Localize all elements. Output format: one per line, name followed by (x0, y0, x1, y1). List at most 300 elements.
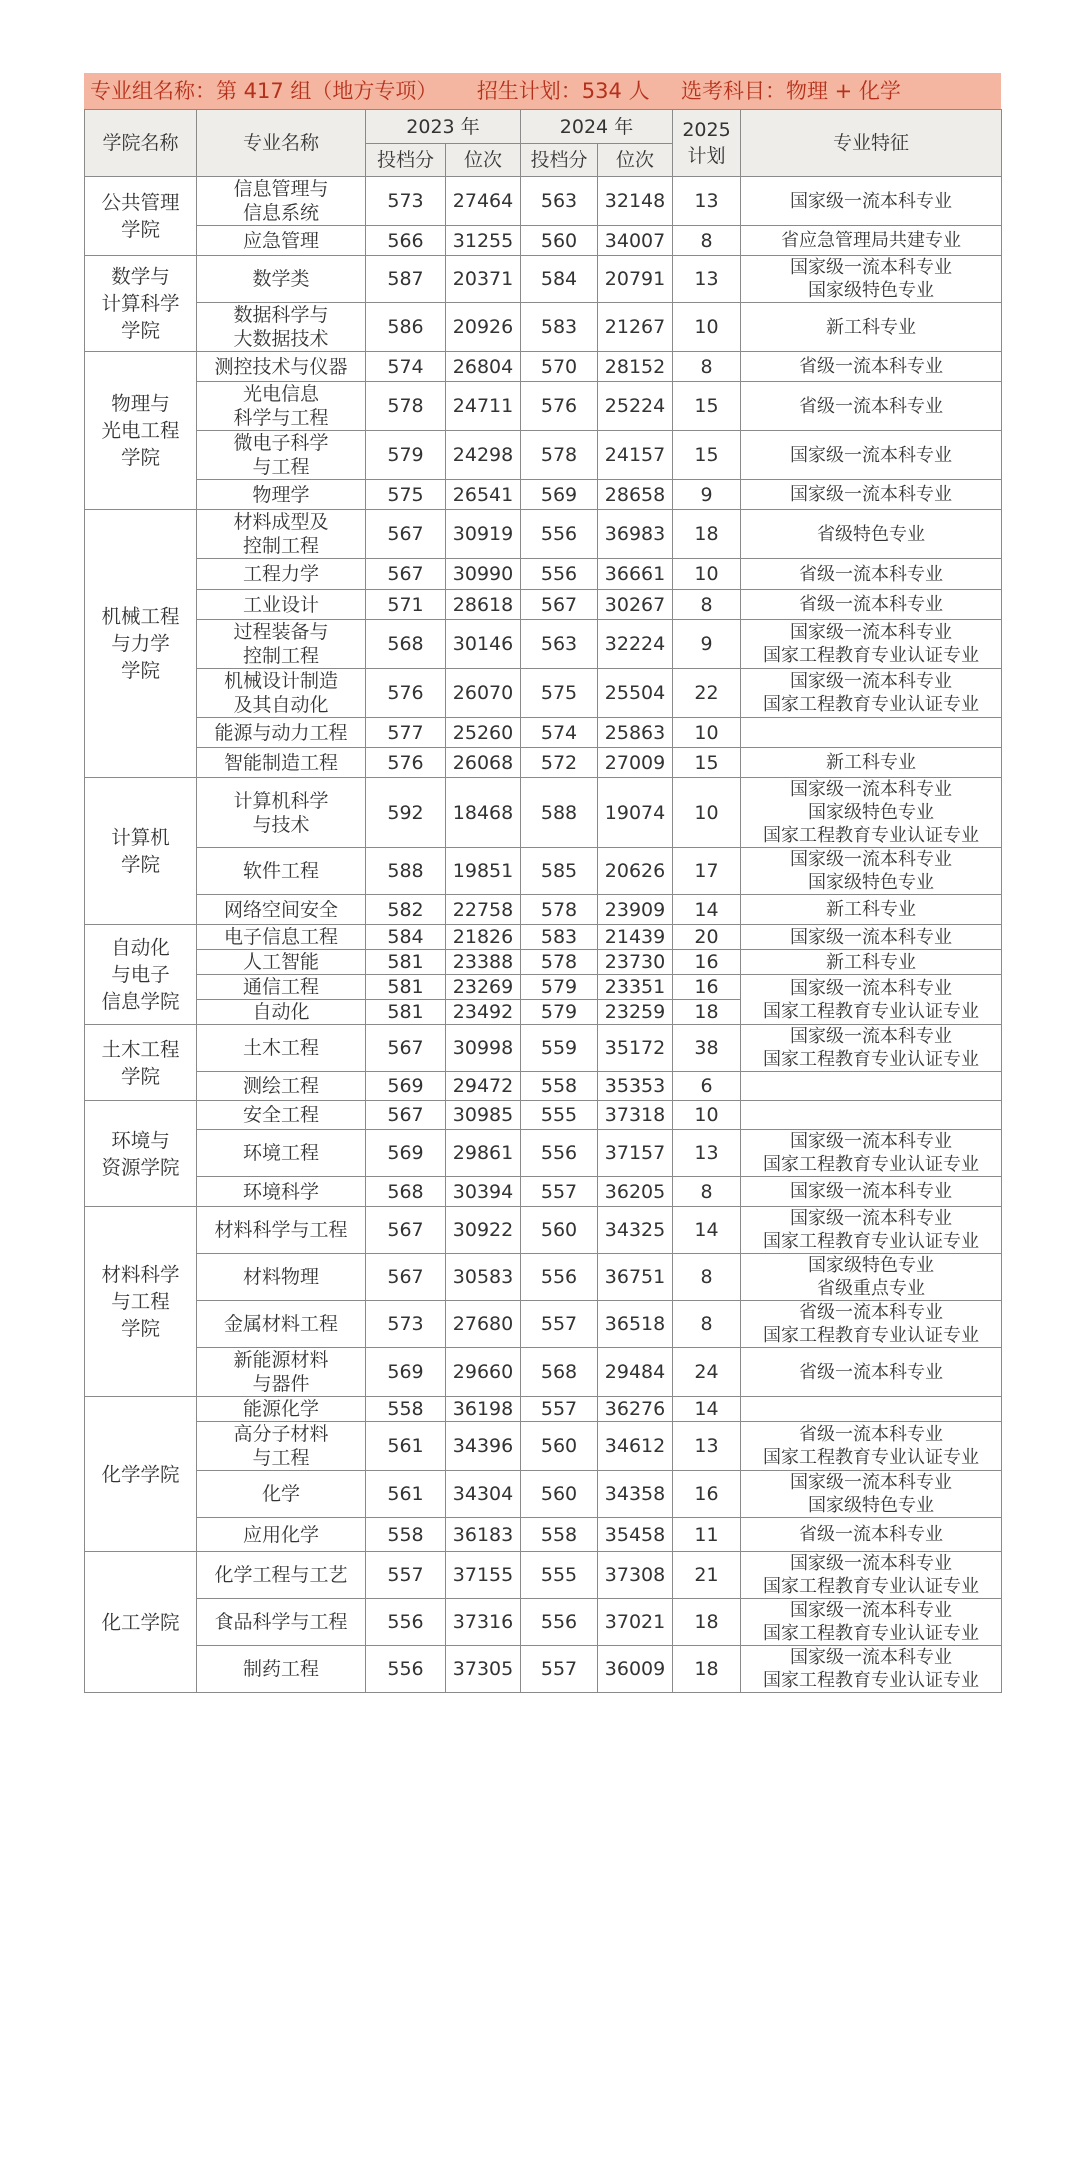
group-banner (84, 73, 1001, 109)
rank-2023-cell: 23388 (446, 950, 521, 975)
plan-2025-cell: 17 (673, 848, 741, 895)
major-name-cell: 化学工程与工艺 (197, 1552, 366, 1599)
features-cell: 国家级一流本科专业 (741, 431, 1002, 480)
major-name-cell: 工业设计 (197, 590, 366, 620)
majors-table (84, 109, 1002, 1693)
college-name-cell: 物理与 光电工程 学院 (85, 352, 197, 510)
college-name-cell: 化工学院 (85, 1552, 197, 1693)
score-2024-cell: 579 (521, 1000, 598, 1025)
college-name-cell: 环境与 资源学院 (85, 1101, 197, 1207)
plan-2025-cell: 18 (673, 1646, 741, 1693)
major-name-cell: 应用化学 (197, 1518, 366, 1552)
features-cell: 新工科专业 (741, 950, 1002, 975)
score-2024-cell: 560 (521, 1207, 598, 1254)
score-2024-cell: 563 (521, 177, 598, 226)
table-row (85, 1397, 1002, 1422)
score-2023-cell: 586 (366, 303, 446, 352)
header-features: 专业特征 (741, 110, 1002, 177)
plan-2025-cell: 10 (673, 303, 741, 352)
major-name-cell: 高分子材料 与工程 (197, 1422, 366, 1471)
rank-2023-cell: 30919 (446, 510, 521, 559)
rank-2024-cell: 23909 (598, 895, 673, 925)
features-cell: 国家级一流本科专业 国家工程教育专业认证专业 (741, 1599, 1002, 1646)
plan-2025-cell: 8 (673, 352, 741, 382)
rank-2024-cell: 36518 (598, 1301, 673, 1348)
major-name-cell: 微电子科学 与工程 (197, 431, 366, 480)
rank-2024-cell: 36751 (598, 1254, 673, 1301)
table-row (85, 748, 1002, 778)
plan-2025-cell: 18 (673, 1000, 741, 1025)
rank-2024-cell: 20791 (598, 256, 673, 303)
major-name-cell: 食品科学与工程 (197, 1599, 366, 1646)
rank-2024-cell: 34612 (598, 1422, 673, 1471)
rank-2023-cell: 30394 (446, 1177, 521, 1207)
rank-2024-cell: 32224 (598, 620, 673, 669)
rank-2024-cell: 25863 (598, 718, 673, 748)
score-2023-cell: 567 (366, 1207, 446, 1254)
table-row (85, 256, 1002, 303)
table-row (85, 950, 1002, 975)
rank-2023-cell: 26541 (446, 480, 521, 510)
score-2024-cell: 578 (521, 895, 598, 925)
college-name-cell: 数学与 计算科学 学院 (85, 256, 197, 352)
score-2024-cell: 575 (521, 669, 598, 718)
features-cell: 国家级一流本科专业 国家级特色专业 国家工程教育专业认证专业 (741, 778, 1002, 848)
plan-2025-cell: 10 (673, 1101, 741, 1130)
header-score-2023: 投档分 (366, 144, 446, 177)
score-2023-cell: 581 (366, 975, 446, 1000)
major-name-cell: 土木工程 (197, 1025, 366, 1072)
rank-2023-cell: 30146 (446, 620, 521, 669)
major-name-cell: 自动化 (197, 1000, 366, 1025)
rank-2023-cell: 29660 (446, 1348, 521, 1397)
features-cell: 新工科专业 (741, 895, 1002, 925)
score-2023-cell: 568 (366, 1177, 446, 1207)
college-name-cell: 土木工程 学院 (85, 1025, 197, 1101)
rank-2024-cell: 34358 (598, 1471, 673, 1518)
major-name-cell: 金属材料工程 (197, 1301, 366, 1348)
score-2023-cell: 575 (366, 480, 446, 510)
score-2023-cell: 558 (366, 1518, 446, 1552)
table-row (85, 1646, 1002, 1693)
score-2023-cell: 581 (366, 950, 446, 975)
college-name-cell: 化学学院 (85, 1397, 197, 1552)
score-2024-cell: 578 (521, 431, 598, 480)
rank-2023-cell: 26804 (446, 352, 521, 382)
header-major: 专业名称 (197, 110, 366, 177)
major-name-cell: 物理学 (197, 480, 366, 510)
rank-2024-cell: 23259 (598, 1000, 673, 1025)
score-2024-cell: 556 (521, 1599, 598, 1646)
rank-2024-cell: 35458 (598, 1518, 673, 1552)
rank-2024-cell: 32148 (598, 177, 673, 226)
rank-2023-cell: 37305 (446, 1646, 521, 1693)
features-cell: 省级一流本科专业 (741, 382, 1002, 431)
table-row (85, 1072, 1002, 1101)
score-2023-cell: 573 (366, 1301, 446, 1348)
major-name-cell: 过程装备与 控制工程 (197, 620, 366, 669)
major-name-cell: 数学类 (197, 256, 366, 303)
score-2023-cell: 568 (366, 620, 446, 669)
rank-2023-cell: 28618 (446, 590, 521, 620)
plan-2025-cell: 16 (673, 975, 741, 1000)
score-2024-cell: 569 (521, 480, 598, 510)
features-cell: 国家级一流本科专业 国家工程教育专业认证专业 (741, 1130, 1002, 1177)
table-row (85, 177, 1002, 226)
plan-2025-cell: 10 (673, 559, 741, 590)
rank-2023-cell: 30998 (446, 1025, 521, 1072)
score-2024-cell: 570 (521, 352, 598, 382)
plan-2025-cell: 18 (673, 510, 741, 559)
major-name-cell: 环境科学 (197, 1177, 366, 1207)
major-name-cell: 信息管理与 信息系统 (197, 177, 366, 226)
plan-2025-cell: 18 (673, 1599, 741, 1646)
table-row (85, 352, 1002, 382)
rank-2023-cell: 31255 (446, 226, 521, 256)
features-cell: 新工科专业 (741, 748, 1002, 778)
table-body (85, 177, 1002, 1693)
major-name-cell: 材料物理 (197, 1254, 366, 1301)
plan-2025-cell: 16 (673, 950, 741, 975)
score-2024-cell: 556 (521, 1130, 598, 1177)
major-name-cell: 化学 (197, 1471, 366, 1518)
rank-2023-cell: 19851 (446, 848, 521, 895)
score-2023-cell: 573 (366, 177, 446, 226)
header-score-2024: 投档分 (521, 144, 598, 177)
table-row (85, 1207, 1002, 1254)
score-2023-cell: 574 (366, 352, 446, 382)
features-cell: 省级一流本科专业 (741, 559, 1002, 590)
rank-2023-cell: 26068 (446, 748, 521, 778)
plan-2025-cell: 15 (673, 382, 741, 431)
plan-2025-cell: 8 (673, 1301, 741, 1348)
features-cell: 国家级一流本科专业 国家级特色专业 (741, 1471, 1002, 1518)
table-row (85, 778, 1002, 848)
score-2024-cell: 578 (521, 950, 598, 975)
plan-2025-cell: 10 (673, 718, 741, 748)
score-2024-cell: 557 (521, 1301, 598, 1348)
rank-2023-cell: 37155 (446, 1552, 521, 1599)
rank-2023-cell: 29861 (446, 1130, 521, 1177)
features-cell (741, 1072, 1002, 1101)
rank-2023-cell: 27464 (446, 177, 521, 226)
header-rank-2023: 位次 (446, 144, 521, 177)
major-name-cell: 应急管理 (197, 226, 366, 256)
features-cell: 国家级一流本科专业 (741, 1177, 1002, 1207)
banner-group: 专业组名称：第 417 组（地方专项） (90, 79, 438, 103)
rank-2024-cell: 23730 (598, 950, 673, 975)
score-2024-cell: 583 (521, 303, 598, 352)
major-name-cell: 人工智能 (197, 950, 366, 975)
table-row (85, 480, 1002, 510)
major-name-cell: 制药工程 (197, 1646, 366, 1693)
score-2024-cell: 555 (521, 1101, 598, 1130)
rank-2023-cell: 30922 (446, 1207, 521, 1254)
table-row (85, 1101, 1002, 1130)
rank-2023-cell: 36183 (446, 1518, 521, 1552)
features-cell: 国家级一流本科专业 国家级特色专业 (741, 848, 1002, 895)
major-name-cell: 测控技术与仪器 (197, 352, 366, 382)
score-2023-cell: 569 (366, 1130, 446, 1177)
plan-2025-cell: 22 (673, 669, 741, 718)
score-2023-cell: 578 (366, 382, 446, 431)
table-row (85, 848, 1002, 895)
plan-2025-cell: 6 (673, 1072, 741, 1101)
score-2023-cell: 576 (366, 669, 446, 718)
table-row (85, 1348, 1002, 1397)
table-row (85, 975, 1002, 1000)
score-2023-cell: 569 (366, 1348, 446, 1397)
plan-2025-cell: 16 (673, 1471, 741, 1518)
table-row (85, 510, 1002, 559)
score-2023-cell: 567 (366, 1025, 446, 1072)
plan-2025-cell: 9 (673, 480, 741, 510)
rank-2023-cell: 34304 (446, 1471, 521, 1518)
rank-2024-cell: 37308 (598, 1552, 673, 1599)
score-2024-cell: 572 (521, 748, 598, 778)
plan-2025-cell: 21 (673, 1552, 741, 1599)
rank-2023-cell: 26070 (446, 669, 521, 718)
rank-2023-cell: 36198 (446, 1397, 521, 1422)
plan-2025-cell: 14 (673, 1397, 741, 1422)
score-2024-cell: 579 (521, 975, 598, 1000)
plan-2025-cell: 8 (673, 590, 741, 620)
banner-subjects: 选考科目：物理 + 化学 (680, 79, 901, 103)
score-2023-cell: 592 (366, 778, 446, 848)
rank-2023-cell: 34396 (446, 1422, 521, 1471)
score-2024-cell: 588 (521, 778, 598, 848)
plan-2025-cell: 15 (673, 431, 741, 480)
features-cell (741, 718, 1002, 748)
features-cell: 省级一流本科专业 国家工程教育专业认证专业 (741, 1422, 1002, 1471)
rank-2024-cell: 37157 (598, 1130, 673, 1177)
table-row (85, 382, 1002, 431)
major-name-cell: 测绘工程 (197, 1072, 366, 1101)
features-cell: 国家级一流本科专业 国家级特色专业 (741, 256, 1002, 303)
major-name-cell: 材料成型及 控制工程 (197, 510, 366, 559)
rank-2023-cell: 23492 (446, 1000, 521, 1025)
score-2023-cell: 556 (366, 1599, 446, 1646)
features-cell (741, 1397, 1002, 1422)
score-2024-cell: 556 (521, 510, 598, 559)
features-cell: 省级一流本科专业 (741, 1348, 1002, 1397)
major-name-cell: 安全工程 (197, 1101, 366, 1130)
rank-2023-cell: 22758 (446, 895, 521, 925)
score-2023-cell: 567 (366, 1101, 446, 1130)
score-2024-cell: 584 (521, 256, 598, 303)
major-name-cell: 软件工程 (197, 848, 366, 895)
major-name-cell: 网络空间安全 (197, 895, 366, 925)
score-2023-cell: 582 (366, 895, 446, 925)
plan-2025-cell: 14 (673, 1207, 741, 1254)
features-cell: 国家级一流本科专业 国家工程教育专业认证专业 (741, 1646, 1002, 1693)
major-name-cell: 通信工程 (197, 975, 366, 1000)
rank-2024-cell: 36661 (598, 559, 673, 590)
score-2024-cell: 560 (521, 226, 598, 256)
rank-2024-cell: 36983 (598, 510, 673, 559)
features-cell: 省级特色专业 (741, 510, 1002, 559)
table-row (85, 718, 1002, 748)
score-2023-cell: 561 (366, 1471, 446, 1518)
header-plan-2025: 2025 计划 (673, 110, 741, 177)
score-2024-cell: 558 (521, 1518, 598, 1552)
plan-2025-cell: 13 (673, 1130, 741, 1177)
major-name-cell: 材料科学与工程 (197, 1207, 366, 1254)
major-name-cell: 电子信息工程 (197, 925, 366, 950)
rank-2023-cell: 37316 (446, 1599, 521, 1646)
score-2023-cell: 567 (366, 1254, 446, 1301)
rank-2024-cell: 25224 (598, 382, 673, 431)
features-cell: 国家级一流本科专业 国家工程教育专业认证专业 (741, 669, 1002, 718)
features-cell: 省应急管理局共建专业 (741, 226, 1002, 256)
rank-2023-cell: 23269 (446, 975, 521, 1000)
rank-2023-cell: 18468 (446, 778, 521, 848)
score-2024-cell: 583 (521, 925, 598, 950)
score-2023-cell: 579 (366, 431, 446, 480)
table-row (85, 1518, 1002, 1552)
features-cell: 省级一流本科专业 (741, 590, 1002, 620)
features-cell (741, 1101, 1002, 1130)
table-row (85, 590, 1002, 620)
score-2023-cell: 567 (366, 510, 446, 559)
table-row (85, 1552, 1002, 1599)
major-name-cell: 能源化学 (197, 1397, 366, 1422)
college-name-cell: 材料科学 与工程 学院 (85, 1207, 197, 1397)
score-2024-cell: 557 (521, 1646, 598, 1693)
header-2024: 2024 年 (521, 110, 673, 144)
table-row (85, 303, 1002, 352)
rank-2024-cell: 29484 (598, 1348, 673, 1397)
score-2024-cell: 556 (521, 1254, 598, 1301)
rank-2024-cell: 35353 (598, 1072, 673, 1101)
plan-2025-cell: 10 (673, 778, 741, 848)
rank-2023-cell: 30583 (446, 1254, 521, 1301)
table-row (85, 1254, 1002, 1301)
college-name-cell: 自动化 与电子 信息学院 (85, 925, 197, 1025)
score-2024-cell: 576 (521, 382, 598, 431)
rank-2024-cell: 23351 (598, 975, 673, 1000)
score-2023-cell: 569 (366, 1072, 446, 1101)
plan-2025-cell: 8 (673, 226, 741, 256)
features-cell: 国家级一流本科专业 (741, 925, 1002, 950)
features-cell: 国家级一流本科专业 国家工程教育专业认证专业 (741, 620, 1002, 669)
rank-2024-cell: 28152 (598, 352, 673, 382)
plan-2025-cell: 20 (673, 925, 741, 950)
table-row (85, 1422, 1002, 1471)
features-cell: 国家级一流本科专业 (741, 177, 1002, 226)
major-name-cell: 机械设计制造 及其自动化 (197, 669, 366, 718)
rank-2023-cell: 30990 (446, 559, 521, 590)
table-header (85, 110, 1002, 177)
score-2023-cell: 561 (366, 1422, 446, 1471)
score-2023-cell: 587 (366, 256, 446, 303)
plan-2025-cell: 11 (673, 1518, 741, 1552)
college-name-cell: 机械工程 与力学 学院 (85, 510, 197, 778)
rank-2024-cell: 21267 (598, 303, 673, 352)
score-2024-cell: 557 (521, 1177, 598, 1207)
score-2024-cell: 574 (521, 718, 598, 748)
score-2023-cell: 556 (366, 1646, 446, 1693)
score-2024-cell: 560 (521, 1471, 598, 1518)
table-row (85, 1025, 1002, 1072)
rank-2024-cell: 36205 (598, 1177, 673, 1207)
score-2023-cell: 571 (366, 590, 446, 620)
plan-2025-cell: 13 (673, 177, 741, 226)
table-row (85, 1471, 1002, 1518)
score-2023-cell: 581 (366, 1000, 446, 1025)
features-cell: 国家级一流本科专业 国家工程教育专业认证专业 (741, 1552, 1002, 1599)
score-2024-cell: 557 (521, 1397, 598, 1422)
major-name-cell: 智能制造工程 (197, 748, 366, 778)
features-cell: 国家级一流本科专业 国家工程教育专业认证专业 (741, 975, 1002, 1025)
score-2024-cell: 585 (521, 848, 598, 895)
features-cell: 国家级一流本科专业 (741, 480, 1002, 510)
rank-2023-cell: 30985 (446, 1101, 521, 1130)
rank-2023-cell: 29472 (446, 1072, 521, 1101)
features-cell: 国家级特色专业 省级重点专业 (741, 1254, 1002, 1301)
score-2024-cell: 563 (521, 620, 598, 669)
rank-2024-cell: 25504 (598, 669, 673, 718)
header-college: 学院名称 (85, 110, 197, 177)
features-cell: 省级一流本科专业 国家工程教育专业认证专业 (741, 1301, 1002, 1348)
table-row (85, 226, 1002, 256)
rank-2024-cell: 34325 (598, 1207, 673, 1254)
major-name-cell: 光电信息 科学与工程 (197, 382, 366, 431)
plan-2025-cell: 13 (673, 256, 741, 303)
rank-2023-cell: 20926 (446, 303, 521, 352)
banner-plan: 招生计划：534 人 (476, 79, 650, 103)
score-2024-cell: 555 (521, 1552, 598, 1599)
table-row (85, 669, 1002, 718)
score-2024-cell: 558 (521, 1072, 598, 1101)
rank-2023-cell: 24711 (446, 382, 521, 431)
major-name-cell: 新能源材料 与器件 (197, 1348, 366, 1397)
score-2023-cell: 566 (366, 226, 446, 256)
major-name-cell: 数据科学与 大数据技术 (197, 303, 366, 352)
score-2023-cell: 557 (366, 1552, 446, 1599)
major-name-cell: 环境工程 (197, 1130, 366, 1177)
admission-sheet (84, 73, 1001, 1693)
table-row (85, 895, 1002, 925)
score-2023-cell: 584 (366, 925, 446, 950)
rank-2024-cell: 28658 (598, 480, 673, 510)
rank-2024-cell: 27009 (598, 748, 673, 778)
header-rank-2024: 位次 (598, 144, 673, 177)
major-name-cell: 工程力学 (197, 559, 366, 590)
rank-2024-cell: 21439 (598, 925, 673, 950)
rank-2023-cell: 24298 (446, 431, 521, 480)
rank-2024-cell: 36009 (598, 1646, 673, 1693)
table-row (85, 1301, 1002, 1348)
plan-2025-cell: 8 (673, 1177, 741, 1207)
score-2024-cell: 559 (521, 1025, 598, 1072)
table-row (85, 925, 1002, 950)
rank-2023-cell: 20371 (446, 256, 521, 303)
major-name-cell: 能源与动力工程 (197, 718, 366, 748)
table-row (85, 1130, 1002, 1177)
score-2023-cell: 576 (366, 748, 446, 778)
score-2023-cell: 588 (366, 848, 446, 895)
features-cell: 新工科专业 (741, 303, 1002, 352)
features-cell: 国家级一流本科专业 国家工程教育专业认证专业 (741, 1207, 1002, 1254)
college-name-cell: 计算机 学院 (85, 778, 197, 925)
rank-2024-cell: 34007 (598, 226, 673, 256)
plan-2025-cell: 15 (673, 748, 741, 778)
score-2023-cell: 577 (366, 718, 446, 748)
plan-2025-cell: 8 (673, 1254, 741, 1301)
rank-2023-cell: 25260 (446, 718, 521, 748)
features-cell: 省级一流本科专业 (741, 1518, 1002, 1552)
